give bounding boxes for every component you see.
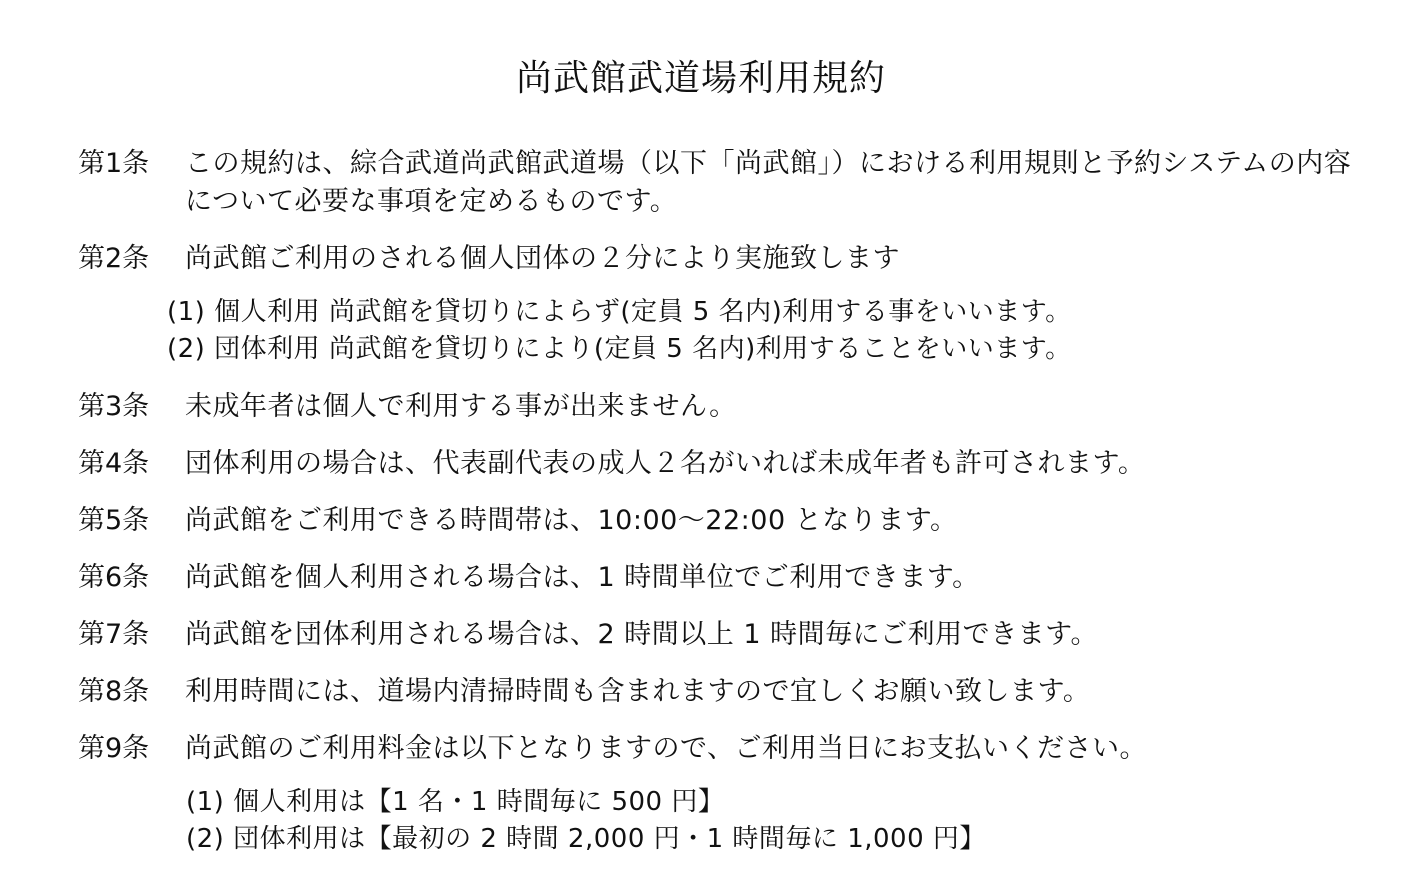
article-2-item-1: (1) 個人利用 尚武館を貸切りによらず(定員 5 名内)利用する事をいいます。 (167, 297, 1072, 327)
article-9 (78, 730, 1368, 768)
article-1 (78, 145, 1368, 221)
article-number: 第1条 (78, 148, 150, 179)
article-9-item-2: (2) 団体利用は【最初の 2 時間 2,000 円・1 時間毎に 1,000 円】 (186, 824, 986, 854)
document-title: 尚武館武道場利用規約 (515, 58, 886, 99)
article-text: この規約は、綜合武道尚武館武道場（以下「尚武館」）における利用規則と予約システムの内容について必要な事項を定めるものです。 (185, 148, 1352, 217)
article-5 (78, 502, 1368, 540)
article-number: 第7条 (78, 619, 150, 650)
article-2-item-2: (2) 団体利用 尚武館を貸切りにより(定員 5 名内)利用することをいいます。 (167, 334, 1072, 364)
article-number: 第6条 (78, 562, 150, 593)
article-8 (78, 673, 1368, 711)
article-text: 尚武館をご利用できる時間帯は、10:00～22:00 となります。 (185, 505, 958, 536)
article-text: 利用時間には、道場内清掃時間も含まれますので宜しくお願い致します。 (185, 676, 1091, 707)
article-number: 第8条 (78, 676, 150, 707)
article-text: 尚武館ご利用のされる個人団体の２分により実施致します (185, 243, 900, 274)
article-number: 第4条 (78, 448, 150, 479)
article-4 (78, 445, 1368, 483)
article-text: 尚武館のご利用料金は以下となりますので、ご利用当日にお支払いください。 (185, 733, 1147, 764)
article-number: 第2条 (78, 243, 150, 274)
article-number: 第5条 (78, 505, 150, 536)
article-6 (78, 559, 1368, 597)
article-text: 尚武館を個人利用される場合は、1 時間単位でご利用できます。 (185, 562, 980, 593)
article-text: 未成年者は個人で利用する事が出来ません。 (185, 391, 737, 422)
article-9-item-1: (1) 個人利用は【1 名・1 時間毎に 500 円】 (186, 787, 725, 817)
article-2 (78, 240, 1368, 278)
article-text: 尚武館を団体利用される場合は、2 時間以上 1 時間毎にご利用できます。 (185, 619, 1098, 650)
article-7 (78, 616, 1368, 654)
article-number: 第3条 (78, 391, 150, 422)
article-3 (78, 388, 1368, 426)
article-number: 第9条 (78, 733, 150, 764)
article-text: 団体利用の場合は、代表副代表の成人２名がいれば未成年者も許可されます。 (185, 448, 1146, 479)
